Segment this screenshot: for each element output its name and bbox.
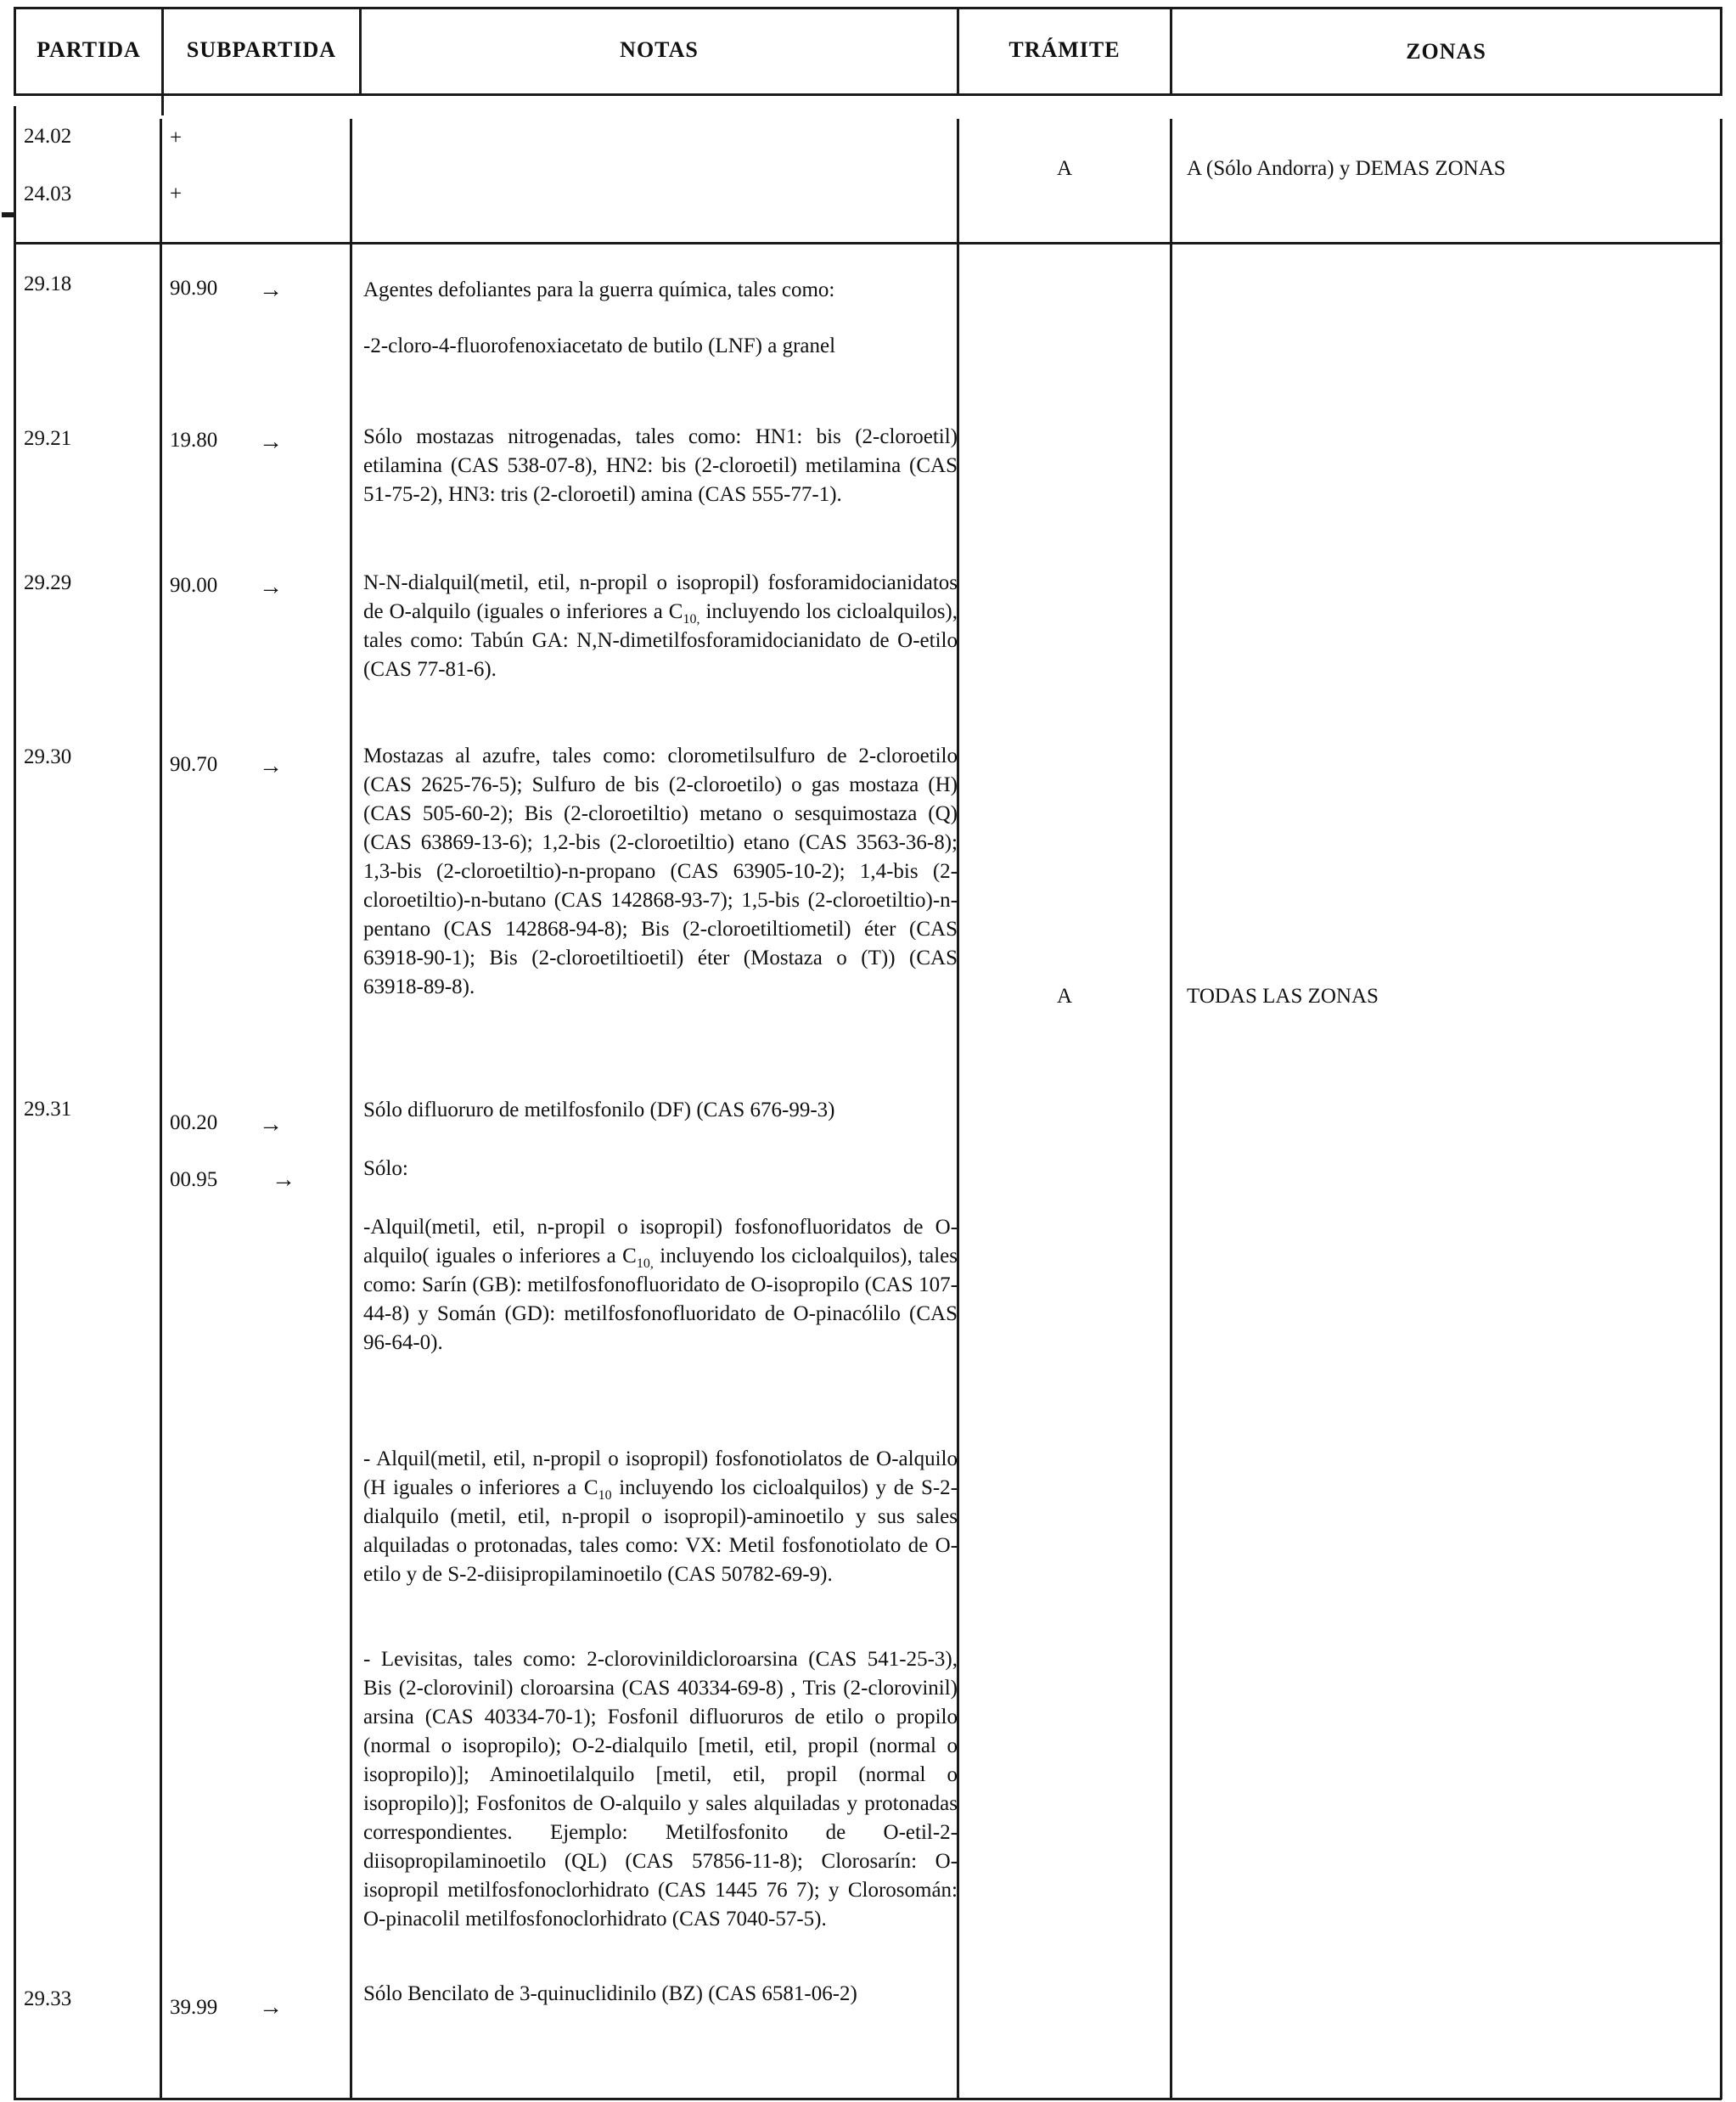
zonas-cell: TODAS LAS ZONAS bbox=[1187, 985, 1379, 1008]
header-partida: PARTIDA bbox=[37, 37, 141, 62]
partida-cell: 29.30 bbox=[24, 745, 72, 768]
subpartida-cell: 00.95 bbox=[170, 1168, 218, 1191]
partida-cell: 29.31 bbox=[24, 1098, 72, 1121]
subpartida-cell: 90.00 bbox=[170, 574, 218, 597]
margin-mark bbox=[2, 212, 14, 217]
row-separator bbox=[14, 242, 1722, 244]
partida-cell: 24.02 bbox=[24, 125, 72, 148]
note-text-part: - Alquil(metil, etil, n-propil o isopropil) fosfonotiolatos de O-alquilo (H iguales o inferiores a C bbox=[363, 1447, 958, 1499]
subscript: 10, bbox=[636, 1256, 654, 1271]
table-bottom-border bbox=[14, 2098, 1722, 2100]
column-line bbox=[14, 106, 16, 2099]
subscript: 10, bbox=[683, 612, 700, 627]
note-text: Sólo Bencilato de 3-quinuclidinilo (BZ) (CAS 6581-06-2) bbox=[363, 1982, 857, 2005]
column-line bbox=[160, 119, 162, 2099]
column-line bbox=[1170, 119, 1172, 2099]
subpartida-cell: 90.70 bbox=[170, 753, 218, 776]
note-text: Mostazas al azufre, tales como: clorometilsulfuro de 2-cloroetilo (CAS 2625-76-5); Sulfuro de bis (2-cloroetilo) o gas mostaza (H) (CAS 505-60-2); Bis (2-cloroetiltio) metano o sesquimostaza (Q) (CAS 63869-13-6); 1,2-bis (2-cloroetiltio) etano (CAS 3563-36-8); 1,3-bis (2-cloroetiltio)-n-propano (CAS 63905-10-2); 1,4-bis (2-cloroetiltio)-n-butano (CAS 142868-93-7); 1,5-bis (2-cloroetiltio)-n-pentano (CAS 142868-94-8); Bis (2-cloroetiltiometil) éter (CAS 63918-90-1); Bis (2-cloroetiltioetil) éter (Mostaza o (T)) (CAS 63918-89-8). bbox=[363, 745, 958, 998]
column-line bbox=[1720, 119, 1722, 2099]
note-text: Sólo mostazas nitrogenadas, tales como: HN1: bis (2-cloroetil) etilamina (CAS 538-07-8), HN2: bis (2-cloroetil) metilamina (CAS 51-75-2), HN3: tris (2-cloroetil) amina (CAS 555-77-1). bbox=[363, 425, 958, 506]
partida-cell: 29.21 bbox=[24, 427, 72, 450]
subpartida-cell: 19.80 bbox=[170, 429, 218, 452]
note-text-part: N-N-dialquil(metil, etil, n-propil o isopropil) fosforamidocianidatos de O-alquilo (iguales o inferiores a C bbox=[363, 571, 958, 623]
arrow-icon: → bbox=[259, 753, 283, 779]
partida-cell: 29.18 bbox=[24, 273, 72, 295]
note-text-part: -Alquil(metil, etil, n-propil o isopropil) fosfonofluoridatos de O-alquilo( iguales o inferiores a C bbox=[363, 1216, 958, 1267]
tramite-cell: A bbox=[1056, 157, 1073, 180]
note-text-part: incluyendo los cicloalquilos), tales como: Tabún GA: N,N-dimetilfosforamidocianidato de O-etilo (CAS 77-81-6). bbox=[363, 600, 958, 681]
header-zonas: ZONAS bbox=[1406, 39, 1486, 64]
header-divider bbox=[1720, 7, 1722, 96]
partida-cell: 29.33 bbox=[24, 1987, 72, 2010]
arrow-icon: → bbox=[259, 1111, 283, 1138]
subpartida-cell: + bbox=[170, 183, 183, 205]
note-text bbox=[363, 1213, 958, 1357]
note-text: - Levisitas, tales como: 2-clorovinildicloroarsina (CAS 541-25-3), Bis (2-clorovinil) cloroarsina (CAS 40334-69-8) , Tris (2-clorovinil) arsina (CAS 40334-70-1); Fosfonil difluoruros de etilo o propilo (normal o isopropilo); O-2-dialquilo [metil, etil, propil (normal o isopropilo)]; Aminoetilalquilo [metil, etil, propil (normal o isopropilo)]; Fosfonitos de O-alquilo y sales alquiladas y protonadas correspondientes. Ejemplo: Metilfosfonito de O-etil-2-diisopropilaminoetilo (QL) (CAS 57856-11-8); Clorosarín: O-isopropil metilfosfonoclorhidrato (CAS 1445 76 7); y Clorosomán: O-pinacolil metilfosfonoclorhidrato (CAS 7040-57-5). bbox=[363, 1648, 958, 1931]
subpartida-cell: + bbox=[170, 126, 183, 149]
note-text: -2-cloro-4-fluorofenoxiacetato de butilo (LNF) a granel bbox=[363, 334, 836, 357]
note-text-part: incluyendo los cicloalquilos) y de S-2-dialquilo (metil, etil, n-propil o isopropil)-aminoetilo y sus sales alquiladas o protonadas, tales como: VX: Metil fosfonotiolato de O-etilo y de S-2-diisipropilaminoetilo (CAS 50782-69-9). bbox=[363, 1476, 958, 1586]
note-text: Sólo difluoruro de metilfosfonilo (DF) (CAS 676-99-3) bbox=[363, 1099, 835, 1121]
arrow-icon: → bbox=[272, 1166, 295, 1193]
header-notas: NOTAS bbox=[620, 37, 699, 62]
partida-cell: 29.29 bbox=[24, 571, 72, 594]
header-tramite: TRÁMITE bbox=[1008, 37, 1121, 62]
subscript: 10 bbox=[598, 1488, 612, 1503]
arrow-icon: → bbox=[259, 1994, 283, 2021]
subpartida-cell: 39.99 bbox=[170, 1996, 218, 2019]
subpartida-cell: 00.20 bbox=[170, 1111, 218, 1134]
arrow-icon: → bbox=[259, 429, 283, 455]
header-subpartida: SUBPARTIDA bbox=[186, 37, 337, 62]
note-text bbox=[363, 1445, 958, 1589]
column-line bbox=[350, 119, 352, 2099]
tramite-cell: A bbox=[1056, 985, 1073, 1008]
arrow-icon: → bbox=[259, 574, 283, 600]
note-text: Sólo: bbox=[363, 1157, 408, 1180]
subpartida-cell: 90.90 bbox=[170, 277, 218, 300]
header-top-border bbox=[14, 7, 1722, 9]
note-text-part: incluyendo los cicloalquilos), tales como: Sarín (GB): metilfosfonofluoridato de O-isopropilo (CAS 107-44-8) y Somán (GD): metilfosfonofluoridato de O-pinacólilo (CAS 96-64-0). bbox=[363, 1245, 958, 1354]
note-text bbox=[363, 569, 958, 684]
zonas-cell: A (Sólo Andorra) y DEMAS ZONAS bbox=[1187, 157, 1506, 180]
partida-cell: 24.03 bbox=[24, 183, 72, 205]
note-text: Agentes defoliantes para la guerra química, tales como: bbox=[363, 278, 835, 301]
arrow-icon: → bbox=[259, 277, 283, 303]
header-bottom-border bbox=[14, 93, 1722, 96]
